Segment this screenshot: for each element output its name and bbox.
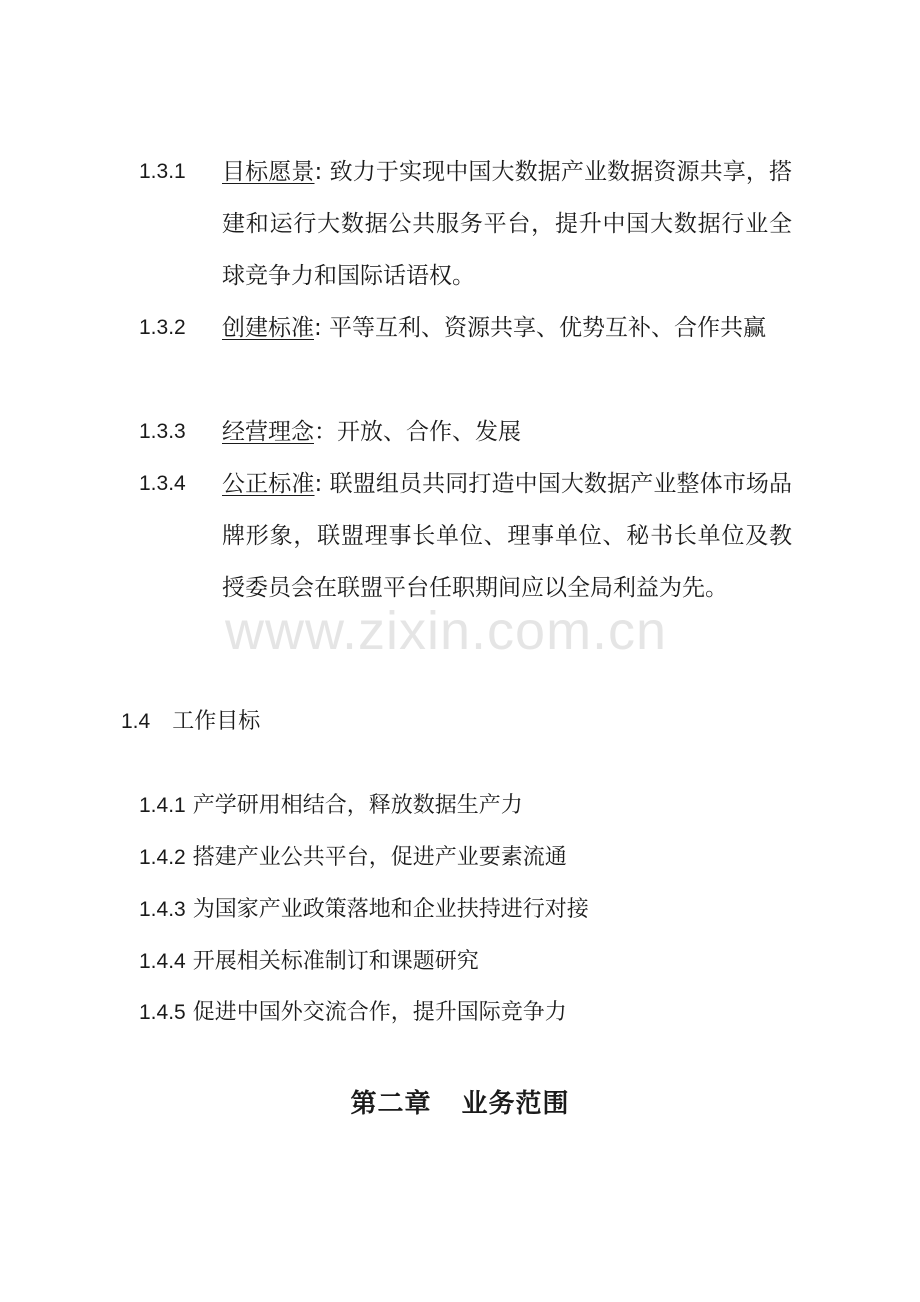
goal-number: 1.4.3 bbox=[139, 898, 186, 921]
item-body bbox=[222, 458, 792, 614]
item-text: 平等互利、资源共享、优势互补、合作共赢 bbox=[321, 315, 767, 341]
item-number: 1.3.1 bbox=[139, 160, 186, 183]
goal-text: 促进中国外交流合作，提升国际竞争力 bbox=[192, 1000, 567, 1025]
item-text: 致力于实现中国大数据产业数据资源共享，搭建和运行大数据公共服务平台，提升中国大数据行业全球竞争力和国际话语权。 bbox=[222, 159, 793, 289]
goal-item bbox=[139, 896, 589, 924]
item-separator: : bbox=[314, 159, 323, 185]
goal-text: 为国家产业政策落地和企业扶持进行对接 bbox=[192, 897, 589, 922]
item-separator: : bbox=[314, 315, 322, 341]
chapter-number: 第二章 bbox=[350, 1089, 432, 1119]
goal-number: 1.4.1 bbox=[139, 794, 186, 817]
goal-item bbox=[139, 792, 523, 820]
item-number: 1.3.3 bbox=[139, 420, 186, 443]
goal-text: 开展相关标准制订和课题研究 bbox=[192, 949, 479, 974]
item-body bbox=[222, 406, 792, 458]
item-term: 公正标准 bbox=[222, 471, 315, 497]
item-term: 创建标准 bbox=[222, 315, 314, 341]
goal-number: 1.4.4 bbox=[139, 950, 186, 973]
goal-item bbox=[139, 948, 479, 976]
item-term: 目标愿景 bbox=[222, 159, 315, 185]
item-text: 联盟组员共同打造中国大数据产业整体市场品牌形象，联盟理事长单位、理事单位、秘书长单位及教授委员会在联盟平台任职期间应以全局利益为先。 bbox=[222, 471, 793, 601]
section-heading bbox=[121, 708, 260, 736]
watermark: www.zixin.com.cn bbox=[225, 601, 668, 661]
item-text: 开放、合作、发展 bbox=[337, 419, 521, 445]
chapter-title: 业务范围 bbox=[461, 1089, 570, 1119]
goal-number: 1.4.2 bbox=[139, 846, 186, 869]
section-title: 工作目标 bbox=[172, 709, 261, 734]
goal-number: 1.4.5 bbox=[139, 1001, 186, 1024]
goal-text: 产学研用相结合，释放数据生产力 bbox=[192, 793, 523, 818]
item-separator: ： bbox=[314, 419, 337, 445]
goal-text: 搭建产业公共平台，促进产业要素流通 bbox=[192, 845, 567, 870]
item-body bbox=[222, 146, 792, 302]
goal-item bbox=[139, 999, 567, 1027]
item-number: 1.3.2 bbox=[139, 316, 186, 339]
goal-item bbox=[139, 844, 567, 872]
section-number: 1.4 bbox=[121, 710, 151, 733]
item-body bbox=[222, 302, 792, 354]
item-term: 经营理念 bbox=[222, 419, 314, 445]
chapter-heading bbox=[0, 1087, 920, 1121]
item-separator: : bbox=[314, 471, 323, 497]
item-number: 1.3.4 bbox=[139, 472, 186, 495]
